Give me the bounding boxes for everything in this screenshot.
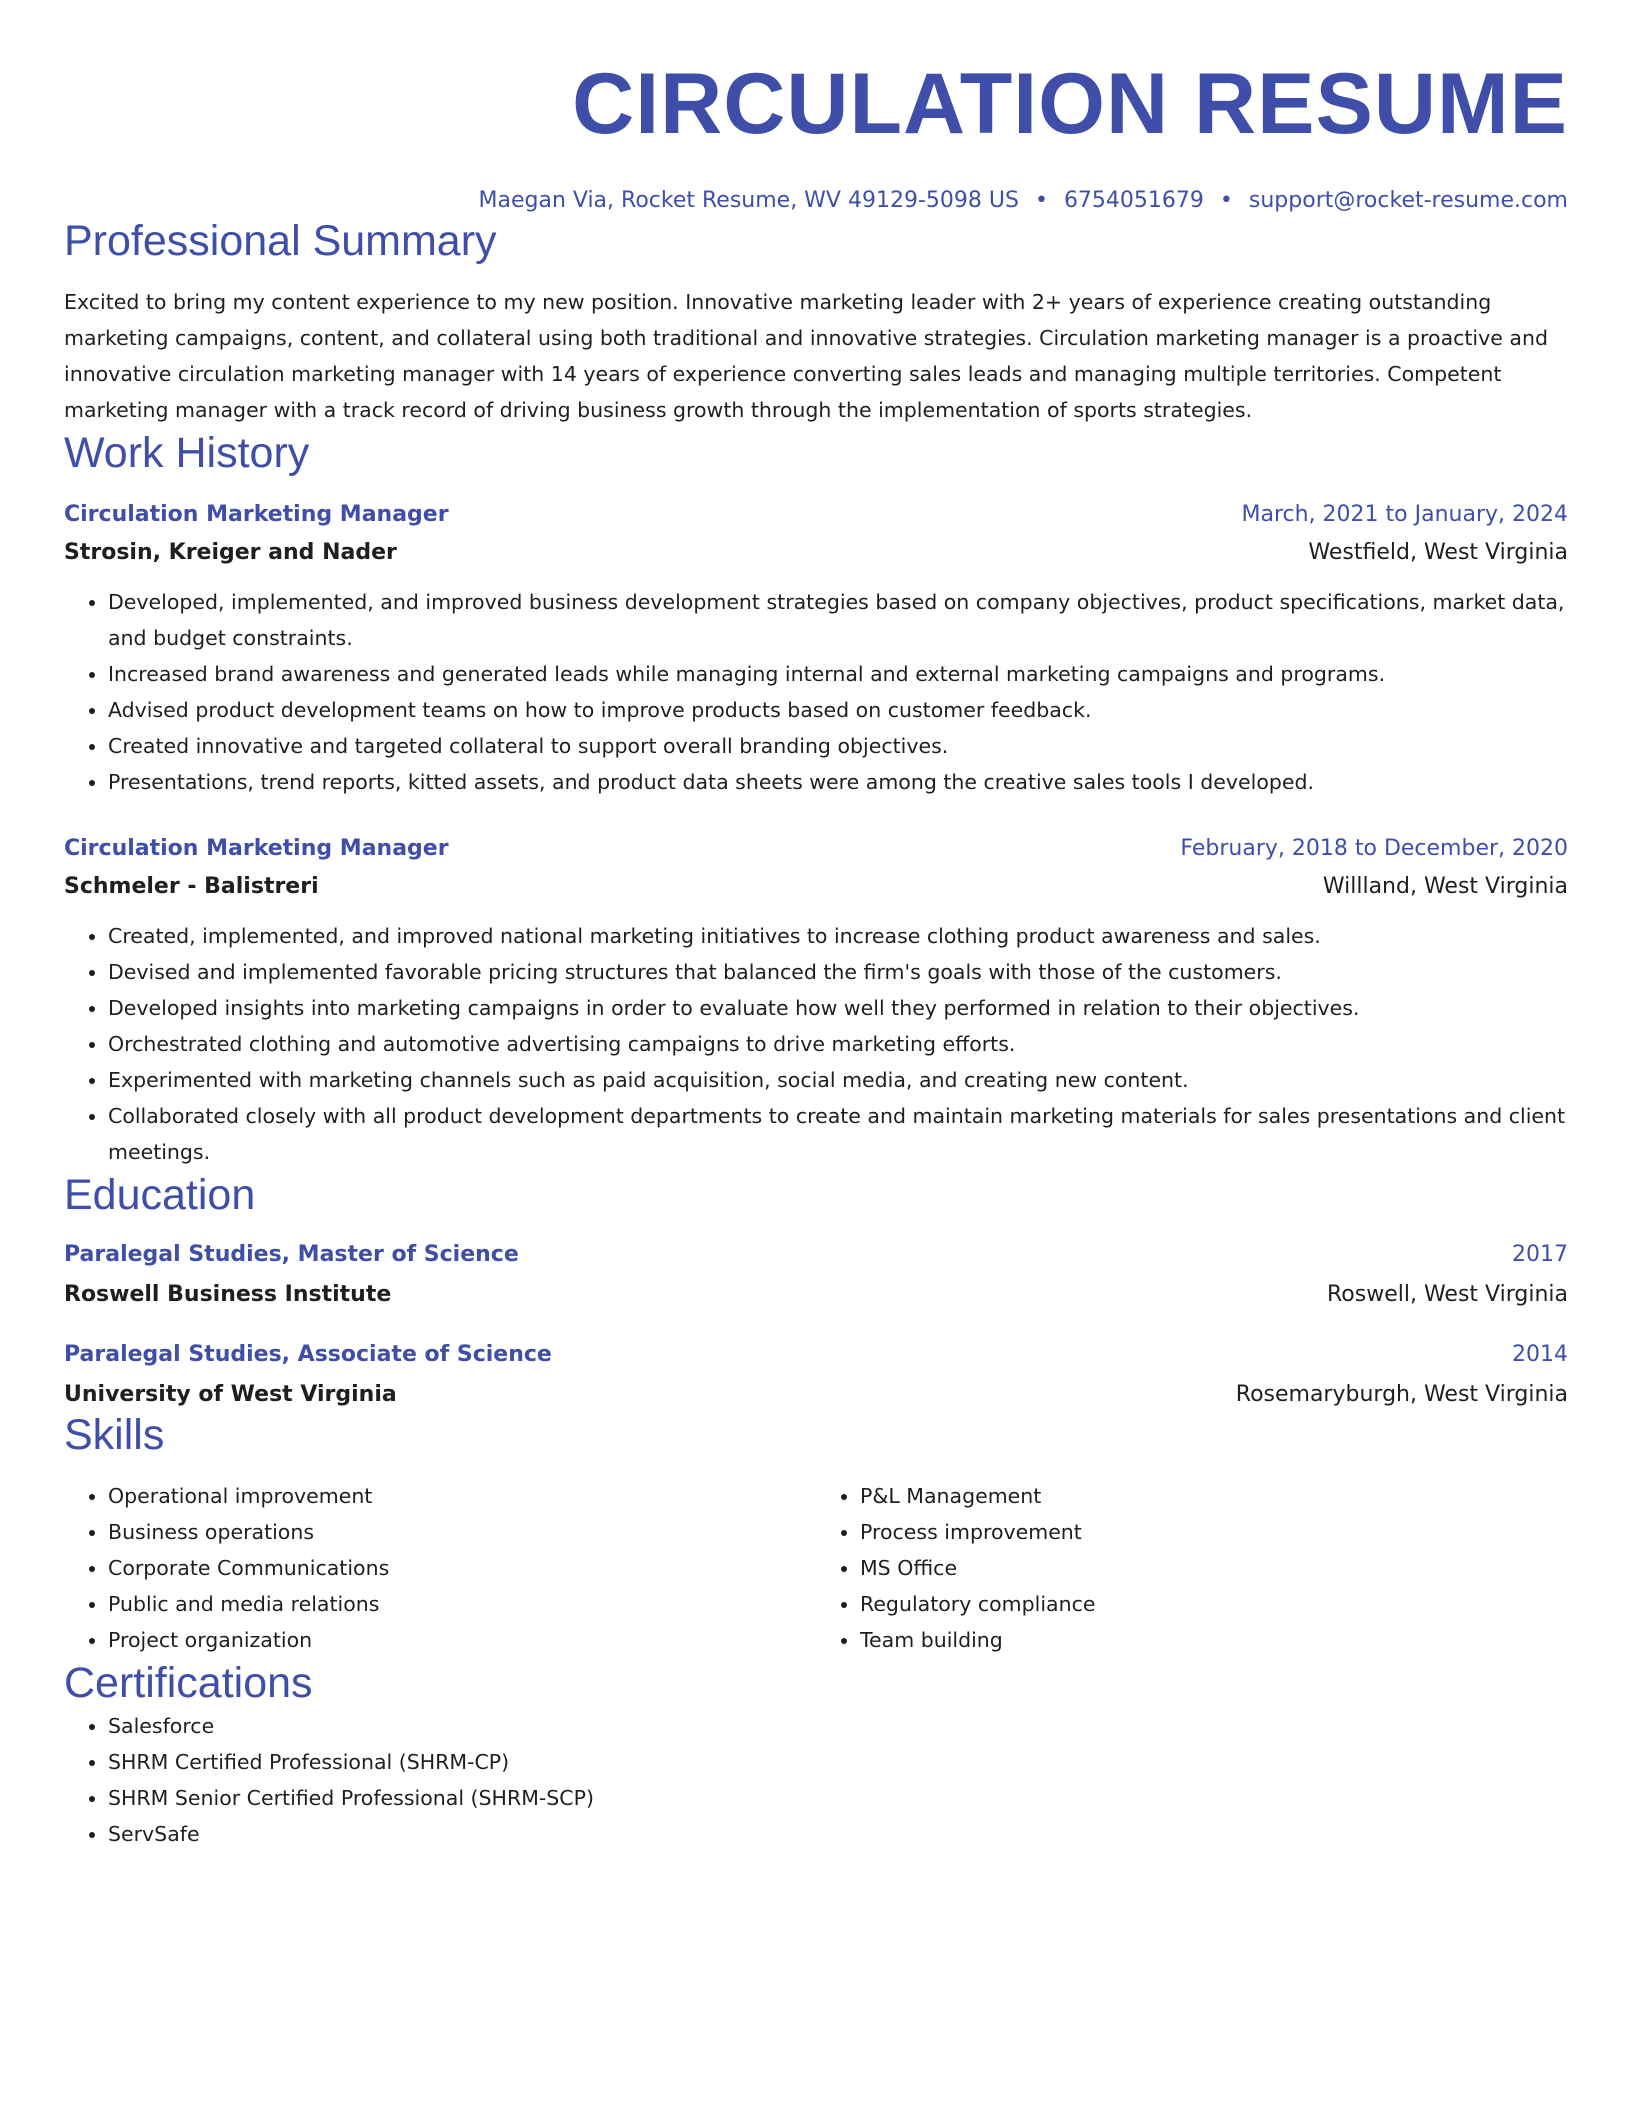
certification-item: • SHRM Senior Certified Professional (SHRM-SCP) bbox=[108, 1780, 1568, 1816]
job-bullet: • Increased brand awareness and generated leads while managing internal and external marketing campaigns and programs. bbox=[108, 656, 1568, 692]
contact-address: Maegan Via, Rocket Resume, WV 49129-5098 US bbox=[478, 188, 1019, 213]
skill-item: • P&L Management bbox=[860, 1478, 1568, 1514]
job-location: Westfield, West Virginia bbox=[1308, 540, 1568, 565]
job-bullet: • Created, implemented, and improved national marketing initiatives to increase clothing product awareness and sales. bbox=[108, 918, 1568, 954]
skill-item: • Project organization bbox=[108, 1622, 816, 1658]
job-entry bbox=[64, 500, 1568, 800]
skills-list-right bbox=[816, 1478, 1568, 1658]
skill-item: • Team building bbox=[860, 1622, 1568, 1658]
job-company: Strosin, Kreiger and Nader bbox=[64, 540, 397, 565]
education-school-row bbox=[64, 1380, 1568, 1410]
summary-heading: Professional Summary bbox=[64, 217, 497, 265]
education-year: 2017 bbox=[1512, 1242, 1568, 1267]
work-history-heading: Work History bbox=[64, 429, 310, 477]
contact-line bbox=[64, 186, 1568, 216]
contact-phone: 6754051679 bbox=[1063, 188, 1204, 213]
certifications-heading: Certifications bbox=[64, 1659, 313, 1707]
job-bullet: • Developed insights into marketing campaigns in order to evaluate how well they performed in relation to their objectives. bbox=[108, 990, 1568, 1026]
job-bullet: • Developed, implemented, and improved business development strategies based on company objectives, product specifications, market data, and budget constraints. bbox=[108, 584, 1568, 656]
education-entry bbox=[64, 1340, 1568, 1410]
skill-item: • Regulatory compliance bbox=[860, 1586, 1568, 1622]
education-school: Roswell Business Institute bbox=[64, 1282, 392, 1307]
skill-item: • Operational improvement bbox=[108, 1478, 816, 1514]
job-bullets bbox=[64, 584, 1568, 800]
education-year: 2014 bbox=[1512, 1342, 1568, 1367]
education-entry bbox=[64, 1240, 1568, 1310]
education-location: Rosemaryburgh, West Virginia bbox=[1235, 1382, 1568, 1407]
education-degree-row bbox=[64, 1240, 1568, 1270]
summary-text: Excited to bring my content experience to my new position. Innovative marketing leader with 2+ years of experience creating outstanding marketing campaigns, content, and collateral using both traditional and innovative strategies. Circulation marketing manager is a proactive and innovative circulation marketing manager with 14 years of experience converting sales leads and managing multiple territories. Competent marketing manager with a track record of driving business growth through the implementation of sports strategies. bbox=[64, 290, 1548, 422]
job-bullet: • Presentations, trend reports, kitted assets, and product data sheets were among the creative sales tools I developed. bbox=[108, 764, 1568, 800]
education-school: University of West Virginia bbox=[64, 1382, 397, 1407]
education-degree: Paralegal Studies, Master of Science bbox=[64, 1242, 519, 1267]
education-degree-row bbox=[64, 1340, 1568, 1370]
education-location: Roswell, West Virginia bbox=[1327, 1282, 1568, 1307]
contact-separator: • bbox=[1034, 188, 1048, 213]
skill-item: • Public and media relations bbox=[108, 1586, 816, 1622]
job-bullet: • Created innovative and targeted collateral to support overall branding objectives. bbox=[108, 728, 1568, 764]
skill-item: • MS Office bbox=[860, 1550, 1568, 1586]
education-heading: Education bbox=[64, 1171, 256, 1219]
certifications-list bbox=[64, 1708, 1568, 1852]
job-company-row bbox=[64, 872, 1568, 902]
certification-item: • SHRM Certified Professional (SHRM-CP) bbox=[108, 1744, 1568, 1780]
skill-item: • Business operations bbox=[108, 1514, 816, 1550]
skills-heading: Skills bbox=[64, 1411, 165, 1459]
job-title-row bbox=[64, 834, 1568, 864]
job-dates: February, 2018 to December, 2020 bbox=[1180, 836, 1568, 861]
skills-list-left bbox=[64, 1478, 816, 1658]
job-dates: March, 2021 to January, 2024 bbox=[1241, 502, 1568, 527]
job-bullet: • Devised and implemented favorable pricing structures that balanced the firm's goals with those of the customers. bbox=[108, 954, 1568, 990]
resume-title: CIRCULATION RESUME bbox=[572, 56, 1568, 152]
job-company-row bbox=[64, 538, 1568, 568]
education-degree: Paralegal Studies, Associate of Science bbox=[64, 1342, 552, 1367]
job-bullet: • Advised product development teams on how to improve products based on customer feedback. bbox=[108, 692, 1568, 728]
skill-item: • Process improvement bbox=[860, 1514, 1568, 1550]
contact-separator: • bbox=[1219, 188, 1233, 213]
certification-item: • ServSafe bbox=[108, 1816, 1568, 1852]
job-bullet: • Experimented with marketing channels such as paid acquisition, social media, and creating new content. bbox=[108, 1062, 1568, 1098]
job-bullet: • Orchestrated clothing and automotive advertising campaigns to drive marketing efforts. bbox=[108, 1026, 1568, 1062]
job-bullets bbox=[64, 918, 1568, 1170]
job-company: Schmeler - Balistreri bbox=[64, 874, 319, 899]
certification-item: • Salesforce bbox=[108, 1708, 1568, 1744]
job-title-row bbox=[64, 500, 1568, 530]
job-title: Circulation Marketing Manager bbox=[64, 502, 449, 527]
skills-columns bbox=[64, 1478, 1568, 1658]
job-location: Willland, West Virginia bbox=[1322, 874, 1568, 899]
skill-item: • Corporate Communications bbox=[108, 1550, 816, 1586]
education-school-row bbox=[64, 1280, 1568, 1310]
job-entry bbox=[64, 834, 1568, 1170]
contact-email[interactable]: support@rocket-resume.com bbox=[1248, 188, 1568, 213]
job-bullet: • Collaborated closely with all product development departments to create and maintain marketing materials for sales presentations and client meetings. bbox=[108, 1098, 1568, 1170]
job-title: Circulation Marketing Manager bbox=[64, 836, 449, 861]
